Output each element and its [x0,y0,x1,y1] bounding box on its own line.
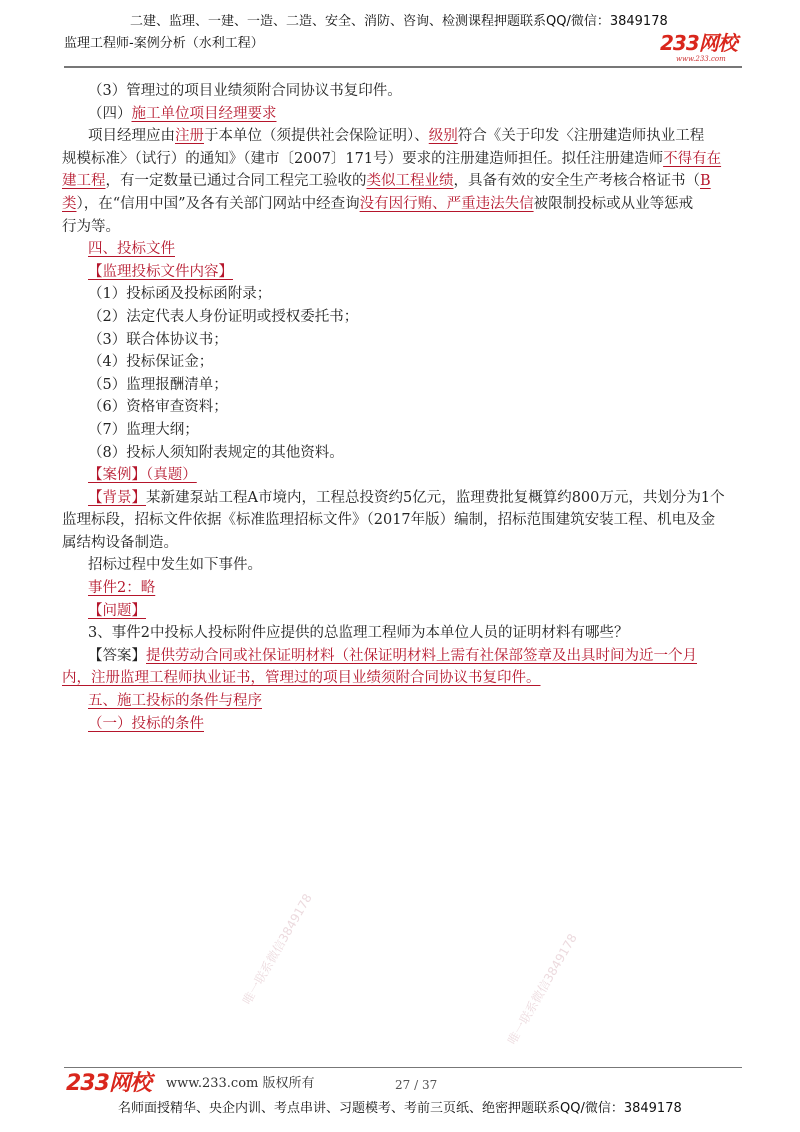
text-line [62,329,742,352]
highlighted-text: B [700,173,711,190]
highlighted-text: 没有因行贿、严重违法失信 [359,195,534,212]
footer-logo: 233网校 [66,1071,151,1096]
highlighted-text: 类 [62,195,77,212]
text-line [62,577,742,600]
highlighted-text: 五、施工投标的条件与程序 [88,693,262,710]
text-line [62,148,742,171]
text-line [62,554,742,577]
highlighted-text: 施工单位项目经理要求 [131,105,277,122]
highlighted-text: 【案例】（真题） [88,467,197,484]
text-segment: ），在“信用中国”及各有关部门网站中经查询 [76,195,360,212]
text-segment: ，具备有效的安全生产考核合格证书（ [453,173,700,190]
document-subtitle: 监理工程师-案例分析（水利工程） [64,36,264,51]
text-line [62,261,742,284]
text-line [62,713,742,736]
text-line [62,622,742,645]
text-line [62,396,742,419]
text-line [62,283,742,306]
text-line [62,125,742,148]
highlighted-text: 【问题】 [88,602,146,619]
footer-copyright: www.233.com 版权所有 [166,1076,315,1091]
text-segment: （4）投标保证金； [88,354,214,371]
text-line [62,509,742,532]
text-line [62,374,742,397]
text-segment: 项目经理应由 [88,128,175,145]
document-body [62,80,742,735]
text-segment: （7）监理大纲； [88,421,199,438]
highlighted-text: 建工程 [62,173,106,190]
header-ad: 二建、监理、一建、一造、二造、安全、消防、咨询、检测课程押题联系QQ/微信：3849178 [130,14,668,29]
page-number: 27 / 37 [395,1078,438,1092]
brand-logo-url: www.233.com [676,55,726,63]
footer-divider [64,1067,742,1068]
highlighted-text: 级别 [428,128,458,145]
text-segment: 某新建泵站工程A市境内，工程总投资约5亿元，监理费批复概算约800万元，共划分为1个 [146,489,725,506]
text-segment: （2）法定代表人身份证明或授权委托书； [88,308,359,325]
text-line [62,170,742,193]
text-segment: （四） [88,105,132,122]
highlighted-text: 类似工程业绩 [366,173,454,190]
text-segment: 招标过程中发生如下事件。 [88,557,262,574]
text-segment: （3）联合体协议书； [88,331,228,348]
text-segment: （8）投标人须知附表规定的其他资料。 [88,444,344,461]
text-segment: 【答案】 [88,647,146,664]
text-line [62,532,742,555]
text-line [62,80,742,103]
highlighted-text: 【背景】 [88,489,146,506]
text-segment: 属结构设备制造。 [62,534,178,551]
text-segment: （1）投标函及投标函附录； [88,286,272,303]
text-line [62,351,742,374]
text-line [62,306,742,329]
text-line [62,193,742,216]
text-line [62,464,742,487]
highlighted-text: 四、投标文件 [88,241,175,258]
text-segment: 3、事件2中投标人投标附件应提供的总监理工程师为本单位人员的证明材料有哪些？ [88,625,629,642]
highlighted-text: 注册 [175,128,204,145]
text-line [62,667,742,690]
text-line [62,103,742,126]
footer-ad: 名师面授精华、央企内训、考点串讲、习题模考、考前三页纸、绝密押题联系QQ/微信：3849178 [118,1101,682,1116]
text-segment: （3）管理过的项目业绩须附合同协议书复印件。 [88,83,402,99]
text-line [62,238,742,261]
text-segment: 监理标段，招标文件依据《标准监理招标文件》（2017年版）编制，招标范围建筑安装工程、机电及金 [62,512,716,529]
text-segment: 于本单位（须提供社会保险证明）、 [204,128,429,145]
highlighted-text: 【监理投标文件内容】 [88,263,233,280]
text-segment: 规模标准〉（试行）的通知》（建市〔2007〕171号）要求的注册建造师担任。拟任注册建造师 [62,150,664,167]
text-segment: 符合《关于印发〈注册建造师执业工程 [457,128,705,145]
header-divider [64,66,742,68]
text-segment: （5）监理报酬清单； [88,376,228,393]
highlighted-text: 内，注册监理工程师执业证书，管理过的项目业绩须附合同协议书复印件。 [62,670,541,687]
watermark: 唯一联系微信3849178 [505,931,580,1047]
text-segment: （6）资格审查资料； [88,399,228,416]
highlighted-text: 不得有在 [663,150,722,167]
text-line [62,487,742,510]
highlighted-text: （一）投标的条件 [88,715,204,732]
watermark: 唯一联系微信3849178 [240,891,315,1007]
text-segment: 被限制投标或从业等惩戒 [533,195,694,212]
text-line [62,690,742,713]
text-line [62,442,742,465]
text-segment: ，有一定数量已通过合同工程完工验收的 [105,173,367,190]
brand-logo: 233网校 [660,31,737,55]
text-line [62,645,742,668]
text-line [62,419,742,442]
text-line [62,216,742,239]
highlighted-text: 事件2：略 [88,580,156,597]
text-line [62,600,742,623]
highlighted-text: 提供劳动合同或社保证明材料（社保证明材料上需有社保部签章及出具时间为近一个月 [146,647,697,664]
text-segment: 行为等。 [62,218,120,235]
